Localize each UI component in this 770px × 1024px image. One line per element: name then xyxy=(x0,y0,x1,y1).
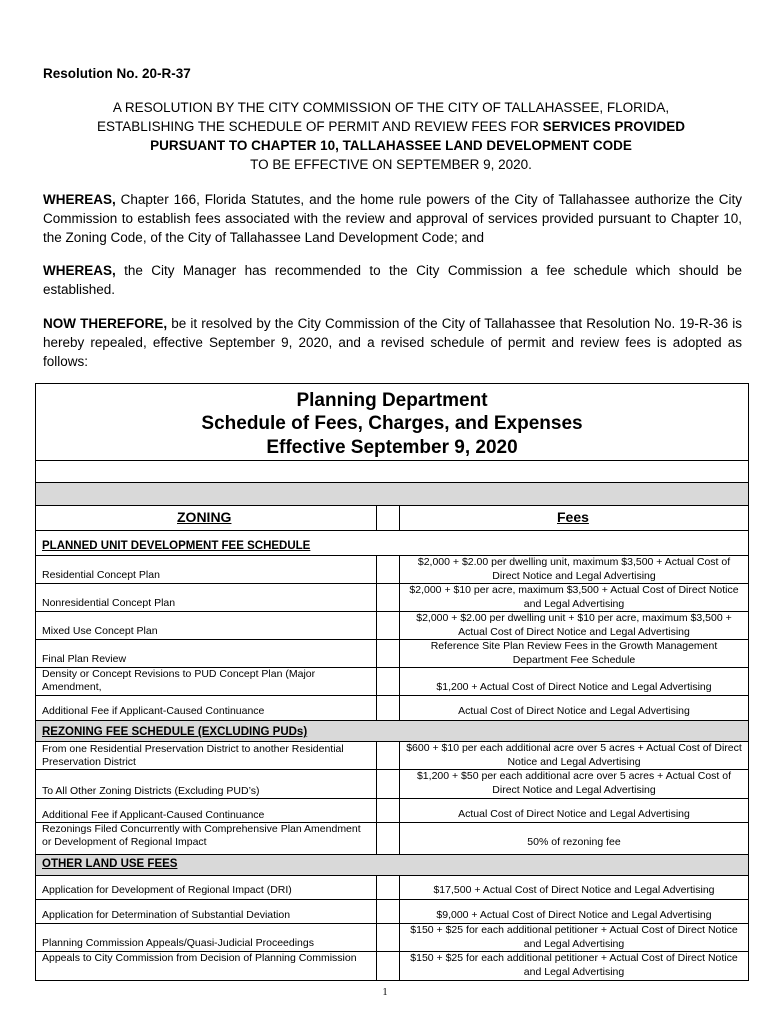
fee-item-rezoning-continuance: Additional Fee if Applicant-Caused Continuance xyxy=(42,809,265,821)
fee-item-planning-commission-appeals: Planning Commission Appeals/Quasi-Judicial Proceedings xyxy=(42,937,314,949)
resolution-number: Resolution No. 20-R-37 xyxy=(43,66,191,81)
fee-amount-residential-preservation: $600 + $10 per each additional acre over 5 acres + Actual Cost of Direct Notice and Legal Advertising xyxy=(406,742,742,768)
column-divider xyxy=(376,875,377,980)
fee-amount-nonresidential-concept: $2,000 + $10 per acre, maximum $3,500 + Actual Cost of Direct Notice and Legal Advertising xyxy=(409,584,739,610)
fee-item-nonresidential-concept: Nonresidential Concept Plan xyxy=(42,597,176,609)
resolution-title xyxy=(40,98,742,174)
fee-amount-final-plan-review: Reference Site Plan Review Fees in the Growth Management Department Fee Schedule xyxy=(430,640,718,666)
divider xyxy=(35,720,749,721)
fee-amount-concurrent-rezoning: 50% of rezoning fee xyxy=(527,836,621,848)
divider xyxy=(35,530,749,531)
fee-item-residential-preservation: From one Residential Preservation District to another Residential Preservation District xyxy=(42,743,344,768)
fee-amount-density-revisions: $1,200 + Actual Cost of Direct Notice and Legal Advertising xyxy=(436,681,712,693)
fee-item-all-other-zoning: To All Other Zoning Districts (Excluding PUD’s) xyxy=(42,785,260,797)
fee-item-residential-concept: Residential Concept Plan xyxy=(42,569,160,581)
divider xyxy=(35,695,749,696)
schedule-title-department: Planning Department xyxy=(296,390,488,411)
column-divider xyxy=(399,505,400,530)
column-divider xyxy=(399,875,400,980)
column-header-fees: Fees xyxy=(557,509,589,525)
fee-item-city-commission-appeals: Appeals to City Commission from Decision of Planning Commission xyxy=(42,952,357,964)
fee-amount-city-commission-appeals: $150 + $25 for each additional petitioner + Actual Cost of Direct Notice and Legal Advertising xyxy=(410,952,738,978)
fee-amount-dri: $17,500 + Actual Cost of Direct Notice and Legal Advertising xyxy=(433,884,715,896)
fee-item-mixed-use-concept: Mixed Use Concept Plan xyxy=(42,625,158,637)
fee-amount-planning-commission-appeals: $150 + $25 for each additional petitioner + Actual Cost of Direct Notice and Legal Advertising xyxy=(410,924,738,950)
divider xyxy=(35,798,749,799)
title-line-2: ESTABLISHING THE SCHEDULE OF PERMIT AND REVIEW FEES FOR SERVICES PROVIDED xyxy=(97,119,685,134)
now-therefore-paragraph: NOW THEREFORE, be it resolved by the City Commission of the City of Tallahassee that Resolution No. 19-R-36 is hereby repealed, effective September 9, 2020, and a revised schedule of permit and review fees is adopted as follows: xyxy=(43,316,742,369)
fee-item-dri: Application for Development of Regional Impact (DRI) xyxy=(42,884,292,896)
whereas-paragraph-1: WHEREAS, Chapter 166, Florida Statutes, and the home rule powers of the City of Tallahassee authorize the City Commission to establish fees associated with the review and approval of services provided pursuant to Chapter 10, the Zoning Code, of the City of Tallahassee Land Development Code; and xyxy=(43,192,742,245)
fee-item-density-revisions: Density or Concept Revisions to PUD Concept Plan (Major Amendment, xyxy=(42,668,316,693)
fee-amount-all-other-zoning: $1,200 + $50 per each additional acre over 5 acres + Actual Cost of Direct Notice and Legal Advertising xyxy=(416,770,732,796)
fee-amount-rezoning-continuance: Actual Cost of Direct Notice and Legal Advertising xyxy=(458,808,690,820)
page-number: 1 xyxy=(382,987,388,998)
divider xyxy=(35,899,749,900)
title-line-4: TO BE EFFECTIVE ON SEPTEMBER 9, 2020. xyxy=(250,157,532,172)
fee-item-final-plan-review: Final Plan Review xyxy=(42,653,127,665)
fee-item-concurrent-rezoning: Rezonings Filed Concurrently with Comprehensive Plan Amendment or Development of Regional Impact xyxy=(42,823,361,848)
column-header-zoning: ZONING xyxy=(177,509,232,525)
title-line-1: A RESOLUTION BY THE CITY COMMISSION OF THE CITY OF TALLAHASSEE, FLORIDA, xyxy=(112,100,670,115)
column-divider xyxy=(376,505,377,530)
schedule-title-fees: Schedule of Fees, Charges, and Expenses xyxy=(201,413,583,434)
divider xyxy=(35,854,749,855)
fee-item-substantial-deviation: Application for Determination of Substantial Deviation xyxy=(42,909,291,921)
divider xyxy=(35,505,749,506)
fee-amount-mixed-use-concept: $2,000 + $2.00 per dwelling unit + $10 per acre, maximum $3,500 + Actual Cost of Direct Notice and Legal Advertising xyxy=(416,612,732,638)
divider xyxy=(35,875,749,876)
section-rezoning-fee-schedule: REZONING FEE SCHEDULE (EXCLUDING PUDs) xyxy=(42,726,308,738)
fee-amount-substantial-deviation: $9,000 + Actual Cost of Direct Notice and Legal Advertising xyxy=(436,909,712,921)
whereas-paragraph-2: WHEREAS, the City Manager has recommended to the City Commission a fee schedule which should be established. xyxy=(43,263,742,297)
divider xyxy=(35,460,749,461)
section-other-land-use-fees: OTHER LAND USE FEES xyxy=(42,858,178,870)
fee-amount-residential-concept: $2,000 + $2.00 per dwelling unit, maximum $3,500 + Actual Cost of Direct Notice and Legal Advertising xyxy=(417,556,731,582)
title-line-3: PURSUANT TO CHAPTER 10, TALLAHASSEE LAND DEVELOPMENT CODE xyxy=(150,138,632,153)
grey-band xyxy=(36,483,748,505)
fee-item-pud-continuance: Additional Fee if Applicant-Caused Continuance xyxy=(42,705,265,717)
schedule-title-effective: Effective September 9, 2020 xyxy=(266,437,518,458)
fee-amount-pud-continuance: Actual Cost of Direct Notice and Legal Advertising xyxy=(458,705,690,717)
section-pud-fee-schedule: PLANNED UNIT DEVELOPMENT FEE SCHEDULE xyxy=(42,540,311,552)
